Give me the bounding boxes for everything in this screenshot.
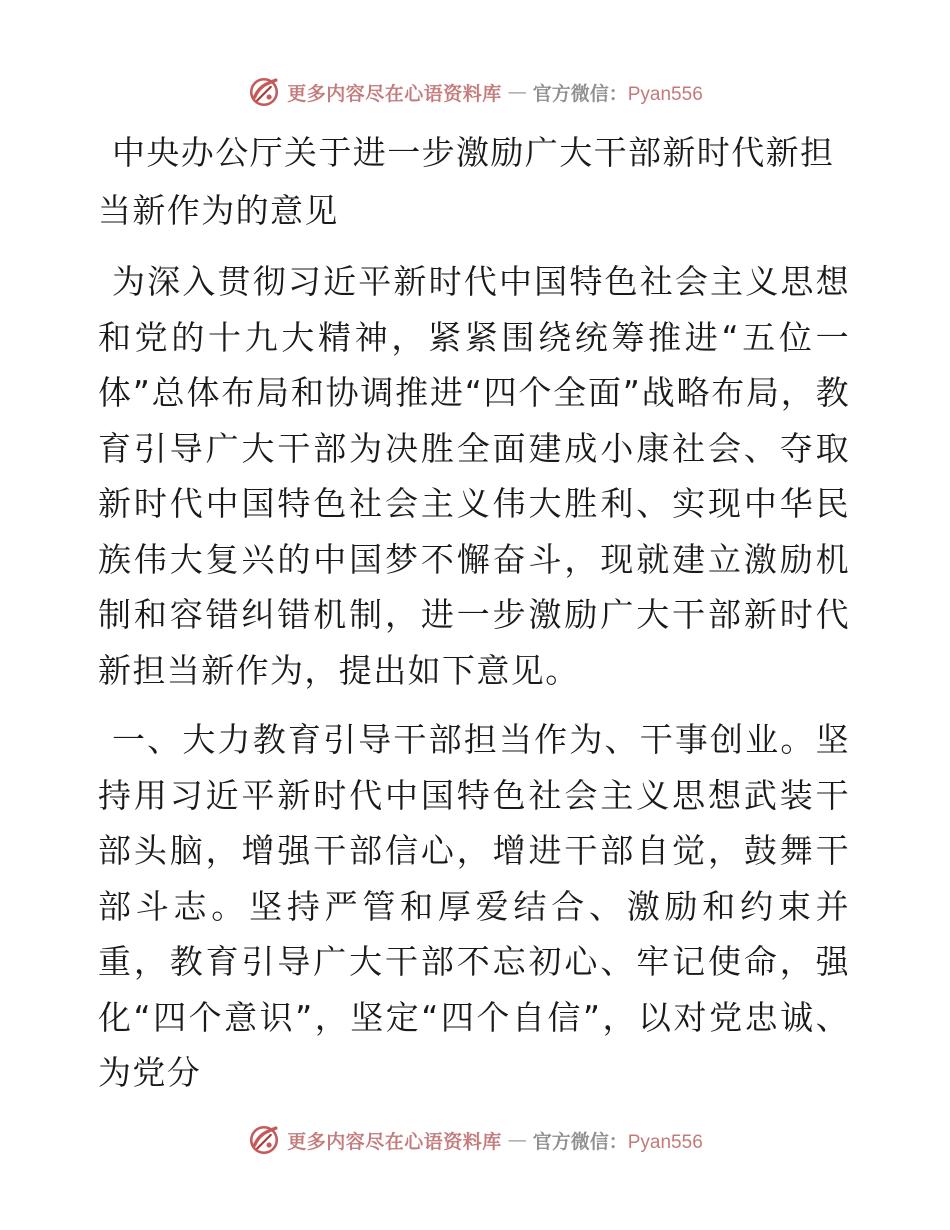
footer-watermark	[0, 1120, 950, 1160]
document-paragraph: 为深入贯彻习近平新时代中国特色社会主义思想和党的十九大精神，紧紧围绕统筹推进“五位一体”总体布局和协调推进“四个全面”战略布局，教育引导广大干部为决胜全面建成小康社会、夺取新时代中国特色社会主义伟大胜利、实现中华民族伟大复兴的中国梦不懈奋斗，现就建立激励机制和容错纠错机制，进一步激励广大干部新时代新担当新作为，提出如下意见。	[98, 262, 850, 690]
watermark-contact-id: Pyan556	[627, 1131, 703, 1153]
watermark-text: 更多内容尽在心语资料库	[287, 82, 502, 105]
watermark-contact-label: 官方微信：	[532, 1130, 628, 1153]
watermark-text: 更多内容尽在心语资料库	[287, 1130, 502, 1153]
document-paragraph: 一、大力教育引导干部担当作为、干事创业。坚持用习近平新时代中国特色社会主义思想武装干部头脑，增强干部信心，增进干部自觉，鼓舞干部斗志。坚持严管和厚爱结合、激励和约束并重，教育引导广大干部不忘初心、牢记使命，强化“四个意识”，坚定“四个自信”，以对党忠诚、为党分	[98, 720, 850, 1092]
library-logo-icon	[247, 1123, 281, 1157]
library-logo-icon	[247, 75, 281, 109]
watermark-separator: —	[507, 1129, 527, 1151]
header-watermark	[0, 72, 950, 112]
document-body	[98, 124, 850, 1101]
document-title: 中央办公厅关于进一步激励广大干部新时代新担当新作为的意见	[98, 133, 835, 230]
watermark-contact	[533, 1127, 703, 1154]
watermark-contact-label: 官方微信：	[532, 82, 628, 105]
watermark-separator: —	[507, 81, 527, 103]
watermark-contact	[533, 79, 703, 106]
watermark-contact-id: Pyan556	[627, 83, 703, 105]
